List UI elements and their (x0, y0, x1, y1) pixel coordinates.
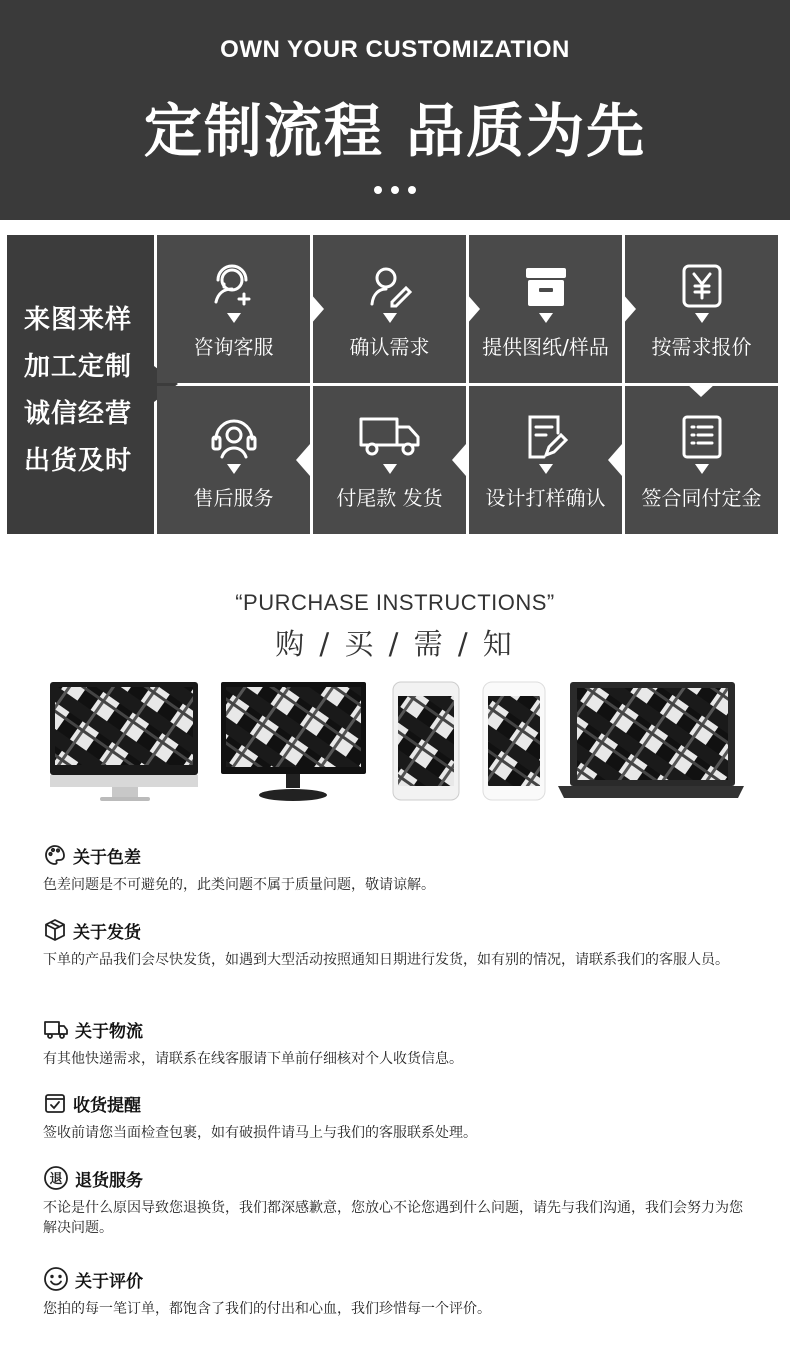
flow-arrow-down (686, 383, 716, 397)
slogan-line: 加工定制 (24, 352, 133, 382)
document-edit-icon (469, 410, 622, 464)
purchase-title-en: “PURCHASE INSTRUCTIONS” (235, 590, 555, 615)
notice-reviews (43, 1267, 743, 1319)
flow-arrow-right (622, 293, 636, 325)
delivery-truck-icon (43, 1017, 69, 1041)
contract-icon (625, 410, 778, 464)
hero-dots (0, 186, 790, 194)
step-aftersales (157, 386, 310, 534)
flow-arrow-right (310, 293, 324, 325)
flow-arrow-right (466, 293, 480, 325)
step-label: 咨询客服 (193, 335, 274, 359)
slogan-block (7, 235, 154, 534)
user-edit-icon (313, 259, 466, 313)
slogan-line: 出货及时 (24, 446, 133, 476)
step-label: 签合同付定金 (641, 486, 762, 510)
notice-title: 退货服务 (75, 1170, 143, 1191)
palette-icon (43, 843, 67, 867)
checkbox-icon (43, 1091, 67, 1115)
step-contract (625, 386, 778, 534)
notice-text: 签收前请您当面检查包裹，如有破损件请马上与我们的客服联系处理。 (43, 1125, 477, 1141)
notice-returns (43, 1166, 743, 1238)
svg-text:退: 退 (49, 1172, 63, 1187)
device-display-image (48, 680, 748, 805)
notice-text: 色差问题是不可避免的，此类问题不属于质量问题，敬请谅解。 (43, 877, 435, 893)
step-confirm (313, 235, 466, 383)
notice-logistics (43, 1017, 743, 1069)
step-label: 提供图纸/样品 (482, 335, 609, 359)
notice-title: 关于物流 (75, 1021, 143, 1042)
notice-title: 收货提醒 (73, 1095, 141, 1116)
notice-title: 关于色差 (73, 847, 141, 868)
smile-icon (43, 1266, 69, 1292)
package-icon (43, 918, 67, 942)
hero-title-en: OWN YOUR CUSTOMIZATION (220, 36, 570, 63)
slogan-line: 来图来样 (24, 305, 133, 335)
step-label: 确认需求 (349, 335, 430, 359)
flow-arrow-left (608, 444, 622, 476)
truck-icon (313, 410, 466, 464)
notice-title: 关于发货 (73, 922, 141, 943)
step-label: 售后服务 (193, 486, 274, 510)
step-samples (469, 235, 622, 383)
hero-banner (0, 0, 790, 220)
step-label: 设计打样确认 (485, 486, 606, 510)
notice-receipt (43, 1091, 743, 1143)
step-design (469, 386, 622, 534)
customer-service-icon (157, 259, 310, 313)
step-quote (625, 235, 778, 383)
headset-icon (157, 410, 310, 464)
purchase-title-cn: 购 / 买 / 需 / 知 (275, 627, 515, 661)
slogan-line: 诚信经营 (24, 399, 133, 429)
step-final-payment (313, 386, 466, 534)
flow-arrow-left (296, 444, 310, 476)
step-consult (157, 235, 310, 383)
box-icon (469, 259, 622, 313)
notice-title: 关于评价 (75, 1271, 143, 1292)
notice-text: 不论是什么原因导致您退换货，我们都深感歉意，您放心不论您遇到什么问题，请先与我们沟通，我们会努力为您解决问题。 (43, 1200, 743, 1236)
notice-text: 有其他快递需求，请联系在线客服请下单前仔细核对个人收货信息。 (43, 1051, 463, 1067)
notice-color-difference (43, 843, 743, 895)
yuan-icon (625, 259, 778, 313)
return-icon (43, 1165, 69, 1191)
step-label: 按需求报价 (651, 335, 752, 359)
notice-text: 下单的产品我们会尽快发货，如遇到大型活动按照通知日期进行发货，如有别的情况，请联系我们的客服人员。 (43, 952, 729, 968)
hero-title-cn: 定制流程 品质为先 (143, 97, 647, 165)
notice-shipping (43, 918, 743, 970)
flow-arrow-left (452, 444, 466, 476)
notice-text: 您拍的每一笔订单，都饱含了我们的付出和心血，我们珍惜每一个评价。 (43, 1301, 491, 1317)
process-grid (7, 235, 778, 534)
step-label: 付尾款 发货 (336, 486, 443, 510)
